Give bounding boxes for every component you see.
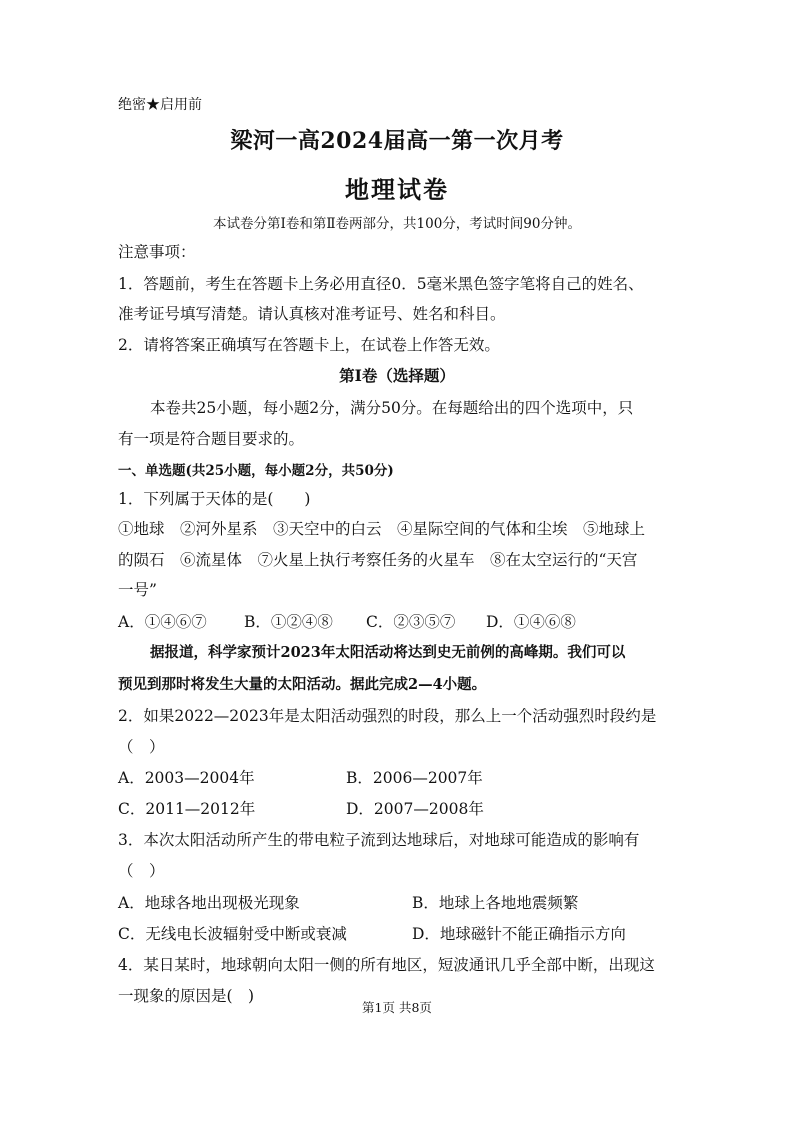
- q3-stem: 3．本次太阳活动所产生的带电粒子流到达地球后，对地球可能造成的影响有: [118, 831, 640, 849]
- q1-option-b: B．①②④⑧: [244, 613, 333, 631]
- material-line-2: 预见到那时将发生大量的太阳活动。据此完成2—4小题。: [118, 676, 487, 693]
- exam-title: 梁河一高2024届高一第一次月考: [230, 128, 564, 154]
- q2-option-a: A．2003—2004年: [118, 769, 255, 787]
- q3-paren: （ ）: [118, 862, 165, 880]
- q1-option-c: C．②③⑤⑦: [366, 613, 456, 631]
- note-item-2: 2．请将答案正确填写在答题卡上，在试卷上作答无效。: [118, 336, 500, 354]
- q1-option-a: A．①④⑥⑦: [118, 613, 207, 631]
- q1-stem: 1．下列属于天体的是( ): [118, 490, 311, 508]
- note-item-1-line-1: 1．答题前，考生在答题卡上务必用直径0．5毫米黑色签字笔将自己的姓名、: [118, 275, 644, 293]
- material-line-1: 据报道，科学家预计2023年太阳活动将达到史无前例的高峰期。我们可以: [150, 644, 626, 661]
- q3-option-c: C．无线电长波辐射受中断或衰减: [118, 925, 347, 943]
- q1-items-line-2: 的陨石 ⑥流星体 ⑦火星上执行考察任务的火星车 ⑧在太空运行的“天宫: [118, 551, 638, 569]
- note-item-1-line-2: 准考证号填写清楚。请认真核对准考证号、姓名和科目。: [118, 305, 506, 323]
- part1-desc-line-2: 有一项是符合题目要求的。: [118, 430, 305, 448]
- q4-stem-line-2: 一现象的原因是( ): [118, 987, 255, 1005]
- notes-title: 注意事项：: [118, 243, 196, 261]
- q2-option-b: B．2006—2007年: [346, 769, 483, 787]
- q3-option-a: A．地球各地出现极光现象: [118, 894, 300, 912]
- confidential-mark: 绝密★启用前: [118, 97, 202, 113]
- part1-desc-line-1: 本卷共25小题，每小题2分，满分50分。在每题给出的四个选项中，只: [150, 399, 634, 417]
- q2-option-c: C．2011—2012年: [118, 800, 256, 818]
- q1-items-line-3: 一号”: [118, 581, 157, 599]
- q1-option-d: D．①④⑥⑧: [486, 613, 576, 631]
- q1-items-line-1: ①地球 ②河外星系 ③天空中的白云 ④星际空间的气体和尘埃 ⑤地球上: [118, 520, 646, 538]
- section-heading: 一、单选题(共25小题，每小题2分，共50分): [118, 463, 394, 479]
- subject-title: 地理试卷: [345, 175, 449, 204]
- q4-stem-line-1: 4．某日某时，地球朝向太阳一侧的所有地区，短波通讯几乎全部中断，出现这: [118, 956, 655, 974]
- q3-option-d: D．地球磁针不能正确指示方向: [412, 925, 626, 943]
- q2-option-d: D．2007—2008年: [346, 800, 484, 818]
- q2-stem: 2．如果2022—2023年是太阳活动强烈的时段，那么上一个活动强烈时段约是: [118, 707, 657, 725]
- page-number: 第1页 共8页: [362, 1000, 432, 1015]
- q3-option-b: B．地球上各地地震频繁: [412, 894, 579, 912]
- part1-title: 第Ⅰ卷（选择题）: [339, 366, 455, 385]
- exam-intro: 本试卷分第Ⅰ卷和第Ⅱ卷两部分，共100分，考试时间90分钟。: [213, 216, 581, 232]
- q2-paren: （ ）: [118, 738, 165, 756]
